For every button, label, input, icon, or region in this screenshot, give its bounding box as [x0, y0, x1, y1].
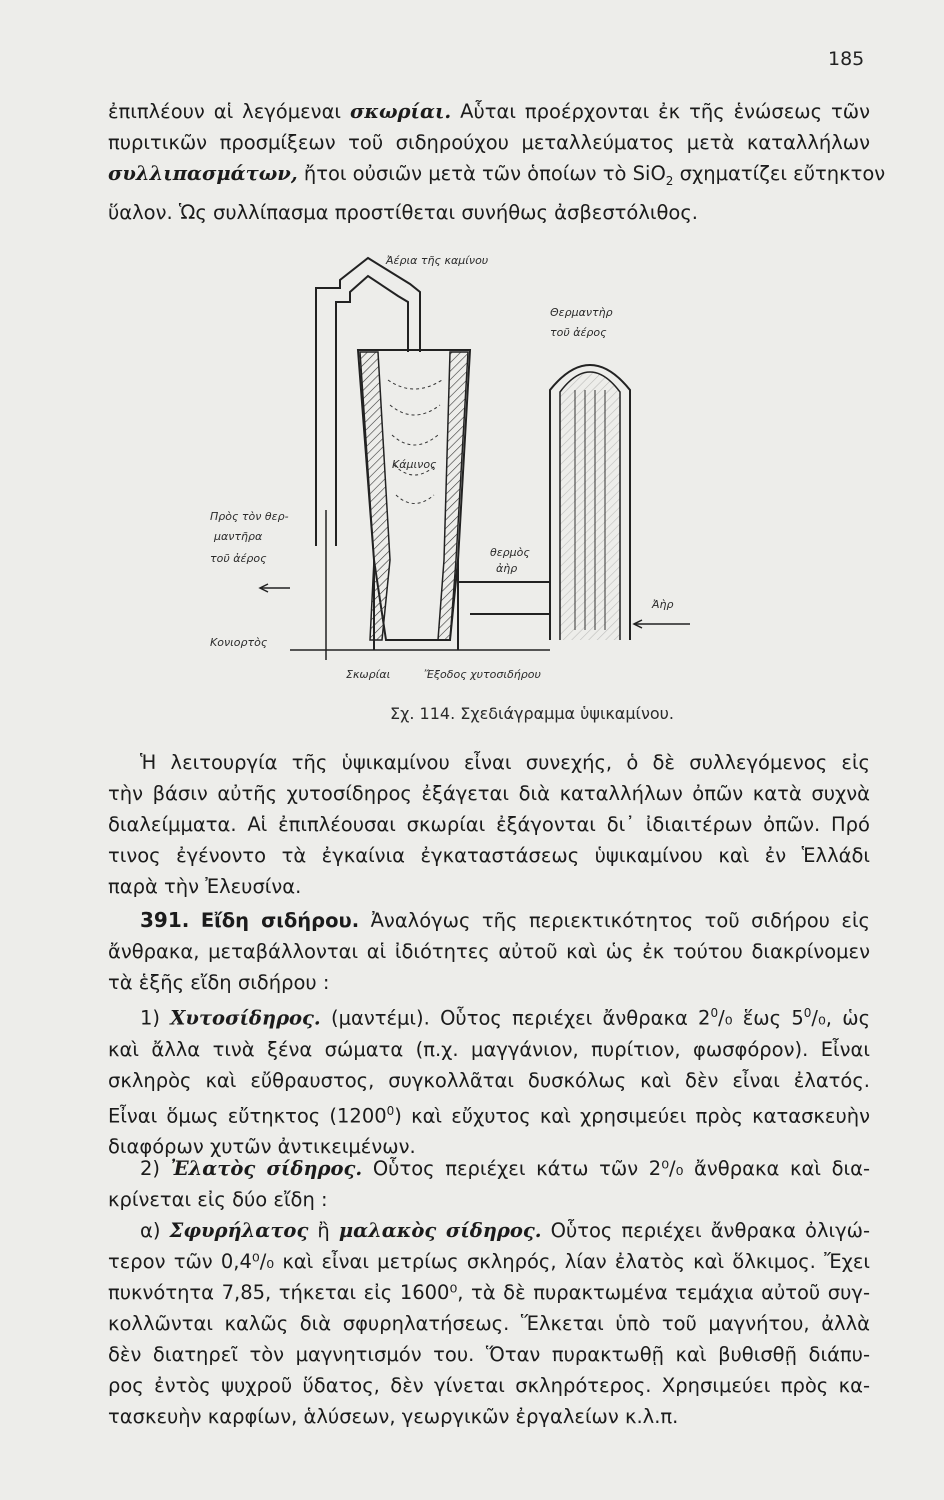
charge-layer — [392, 435, 438, 445]
soft-iron-line-3: πυκνότητα 7,85, τήκεται εἰς 1600⁰, τὰ δὲ πυρακτωμένα τεμάχια αὐτοῦ συγ- — [108, 1281, 870, 1304]
blast-furnace-figure — [210, 240, 710, 700]
cast-iron-number: 1) — [140, 1006, 171, 1030]
cast-iron-paragraph — [108, 998, 870, 1162]
soft-iron-number: α) — [140, 1219, 170, 1242]
section-line-3: τὰ ἑξῆς εἴδη σιδήρου : — [108, 971, 330, 994]
label-heater-2: τοῦ ἀέρος — [550, 326, 607, 339]
operation-line-5: παρὰ τὴν Ἐλευσίνα. — [108, 875, 302, 898]
wrought-iron-text-1: Οὗτος περιέχει κάτω τῶν 2⁰/₀ ἄνθρακα καὶ δια- — [362, 1157, 870, 1180]
cast-iron-line-2: καὶ ἄλλα τινὰ ξένα σώματα (π.χ. μαγγάνιον, πυρίτιον, φωσφόρον). Εἶναι — [108, 1037, 870, 1061]
operation-line-4: τινος ἐγένοντο τὰ ἐγκαίνια ἐγκαταστάσεως ὑψικαμίνου καὶ ἐν Ἑλλάδι — [108, 844, 870, 867]
label-outlet: Ἔξοδος χυτοσιδήρου — [424, 668, 541, 681]
term-flux: συλλιπασμάτων, — [108, 162, 298, 185]
operation-line-2: τὴν βάσιν αὐτῆς χυτοσίδηρος ἐξάγεται διὰ καταλλήλων ὀπῶν κατὰ συχνὰ — [108, 782, 870, 805]
label-to-heater-2: μαντῆρα — [214, 530, 263, 543]
page-number: 185 — [828, 48, 865, 70]
wrought-iron-paragraph — [108, 1153, 870, 1215]
charge-layer — [388, 380, 442, 389]
soft-iron-line-2: τερον τῶν 0,4⁰/₀ καὶ εἶναι μετρίως σκληρός, λίαν ἐλατὸς καὶ ὅλκιμος. Ἔχει — [108, 1250, 870, 1273]
operation-paragraph — [108, 747, 870, 902]
term-wrought-iron: Ἐλατὸς σίδηρος. — [170, 1157, 363, 1180]
label-gases: Ἀέρια τῆς καμίνου — [386, 254, 489, 267]
cast-iron-text-1c: ₀ ἕως 5 — [724, 1006, 804, 1030]
section-number: 391. — [140, 908, 190, 932]
superscript-0: 0 — [710, 1006, 719, 1020]
label-furnace: Κάμινος — [392, 458, 437, 471]
label-hot-air-2: ἀὴρ — [496, 562, 518, 575]
wrought-iron-line-2: κρίνεται εἰς δύο εἴδη : — [108, 1188, 328, 1211]
soft-iron-paragraph — [108, 1215, 870, 1432]
cast-iron-line-5: διαφόρων χυτῶν ἀντικειμένων. — [108, 1135, 416, 1158]
cast-iron-line-4 — [108, 1096, 870, 1132]
intro-line-3 — [108, 158, 886, 197]
superscript-degree: 0 — [386, 1103, 395, 1118]
section-text-1: Ἀναλόγως τῆς περιεκτικότητος τοῦ σιδήρου εἰς — [359, 909, 871, 932]
section-line-1 — [108, 905, 870, 936]
soft-iron-line-5: δὲν διατηρεῖ τὸν μαγνητισμόν του. Ὅταν πυρακτωθῇ καὶ βυθισθῇ διάπυ- — [108, 1343, 870, 1366]
intro-text-3c: σχηματίζει εὔτηκτον — [673, 162, 886, 185]
air-heater-inner — [560, 372, 620, 640]
term-slag: σκωρίαι. — [349, 100, 452, 123]
label-air: Ἀὴρ — [652, 598, 674, 611]
intro-paragraph — [108, 96, 886, 228]
label-to-heater-1: Πρὸς τὸν θερ- — [210, 510, 289, 523]
intro-text-3b: ἤτοι οὐσιῶν μετὰ τῶν ὁποίων τὸ SiO — [297, 162, 666, 185]
superscript-0: 0 — [803, 1006, 812, 1020]
soft-iron-line-7: τασκευὴν καρφίων, ἁλύσεων, γεωργικῶν ἐργαλείων κ.λ.π. — [108, 1405, 679, 1428]
operation-line-1: Ἡ λειτουργία τῆς ὑψικαμίνου εἶναι συνεχής, ὁ δὲ συλλεγόμενος εἰς — [140, 751, 870, 774]
soft-iron-line-4: κολλῶνται καλῶς διὰ σφυρηλατήσεως. Ἕλκεται ὑπὸ τοῦ μαγνήτου, ἀλλὰ — [108, 1312, 870, 1335]
label-hot-air-1: θερμὸς — [490, 546, 530, 559]
section-line-2: ἄνθρακα, μεταβάλλονται αἱ ἰδιότητες αὐτοῦ καὶ ὡς ἐκ τούτου διακρίνομεν — [108, 940, 870, 963]
blast-furnace-diagram — [210, 240, 710, 700]
label-to-heater-3: τοῦ ἀέρος — [210, 552, 267, 565]
figure-caption: Σχ. 114. Σχεδιάγραμμα ὑψικαμίνου. — [390, 704, 675, 723]
section-title: Εἴδη σιδήρου. — [200, 909, 360, 932]
furnace-wall-right — [438, 352, 468, 640]
cast-iron-line-3: σκληρὸς καὶ εὔθραυστος, συγκολλᾶται δυσκόλως καὶ δὲν εἶναι ἐλατός. — [108, 1068, 870, 1092]
cast-iron-line-1 — [108, 998, 870, 1034]
label-heater: Θερμαντὴρ — [550, 306, 613, 319]
label-slag: Σκωρίαι — [346, 668, 391, 681]
intro-line-1 — [108, 96, 870, 127]
term-forged-iron: Σφυρήλατος — [169, 1219, 309, 1242]
intro-text-1c: Αὗται προέρχονται ἐκ τῆς ἑνώσεως τῶν — [451, 100, 870, 123]
soft-iron-line-1 — [108, 1215, 870, 1246]
cast-iron-text-1a: (μαντέμι). Οὗτος περιέχει ἄνθρακα 2 — [320, 1006, 711, 1030]
term-cast-iron: Χυτοσίδηρος. — [170, 1006, 321, 1030]
label-dust: Κονιορτὸς — [210, 636, 268, 649]
section-391 — [108, 905, 870, 998]
cast-iron-text-4a: Εἶναι ὅμως εὔτηκτος (1200 — [108, 1104, 387, 1127]
cast-iron-text-1b: / — [718, 1006, 725, 1030]
charge-layer — [396, 495, 434, 504]
wrought-iron-number: 2) — [140, 1157, 171, 1180]
intro-text-1a: ἐπιπλέουν αἱ λεγόμεναι — [108, 100, 350, 123]
charge-layer — [390, 405, 440, 415]
wrought-iron-line-1 — [108, 1153, 870, 1184]
soft-iron-text-1: Οὗτος περιέχει ἄνθρακα ὀλιγώ- — [541, 1219, 870, 1242]
subscript-2: 2 — [665, 173, 674, 188]
intro-line-4: ὕαλον. Ὡς συλλίπασμα προστίθεται συνήθως ἀσβεστόλιθος. — [108, 200, 698, 224]
soft-iron-line-6: ρος ἐντὸς ψυχροῦ ὕδατος, δὲν γίνεται σκληρότερος. Χρησιμεύει πρὸς κα- — [108, 1374, 870, 1397]
term-soft-iron: μαλακὸς σίδηρος. — [338, 1219, 542, 1242]
intro-line-2: πυριτικῶν προσμίξεων τοῦ σιδηρούχου μεταλλεύματος μετὰ καταλλήλων — [108, 131, 870, 154]
cast-iron-text-4b: ) καὶ εὔχυτος καὶ χρησιμεύει πρὸς κατασκευὴν — [394, 1104, 870, 1127]
soft-iron-or: ἢ — [308, 1219, 339, 1242]
cast-iron-text-1d: /₀, ὡς — [811, 1006, 871, 1030]
operation-line-3: διαλείμματα. Αἱ ἐπιπλέουσαι σκωρίαι ἐξάγονται δι᾽ ἰδιαιτέρων ὀπῶν. Πρό — [108, 813, 870, 836]
